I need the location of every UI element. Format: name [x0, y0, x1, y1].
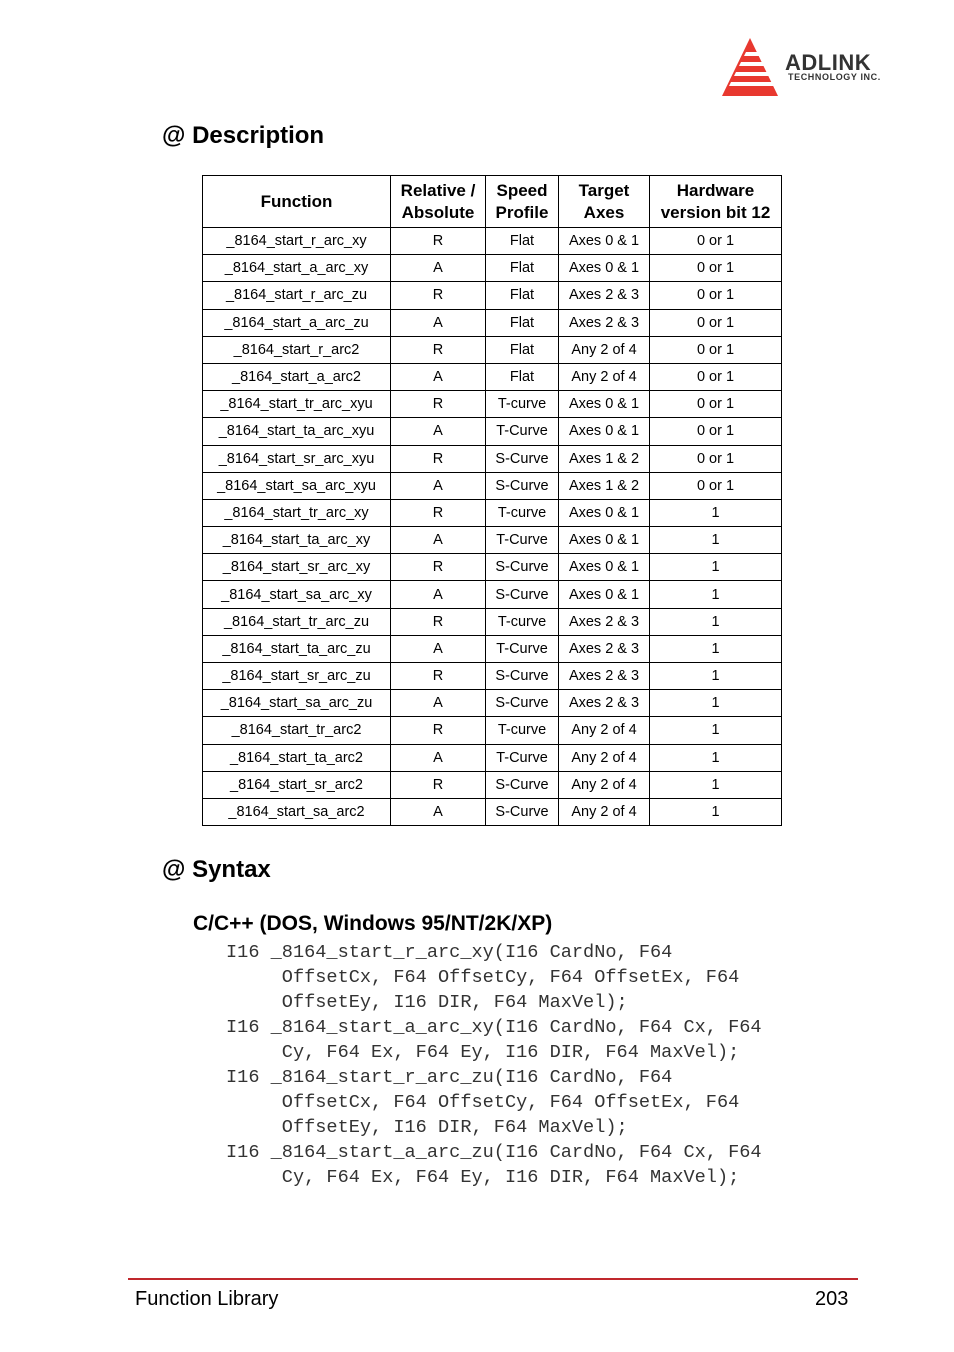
table-cell: T-Curve — [486, 418, 559, 445]
table-body — [203, 228, 782, 826]
table-cell: 1 — [650, 499, 782, 526]
table-cell: _8164_start_tr_arc_zu — [203, 608, 391, 635]
table-row — [203, 255, 782, 282]
table-cell: _8164_start_sa_arc_xy — [203, 581, 391, 608]
table-cell: 1 — [650, 798, 782, 825]
table-cell: R — [391, 336, 486, 363]
table-cell: Axes 1 & 2 — [559, 445, 650, 472]
table-header-cell: Speed Profile — [486, 176, 559, 228]
table-cell: Any 2 of 4 — [559, 798, 650, 825]
table-cell: R — [391, 445, 486, 472]
table-cell: 0 or 1 — [650, 363, 782, 390]
table-cell: A — [391, 581, 486, 608]
table-cell: A — [391, 635, 486, 662]
table-row — [203, 690, 782, 717]
brand-tagline: TECHNOLOGY INC. — [788, 72, 881, 82]
table-cell: 1 — [650, 663, 782, 690]
brand-name: ADLINK — [785, 50, 872, 75]
table-cell: R — [391, 391, 486, 418]
table-row — [203, 608, 782, 635]
footer-divider — [128, 1278, 858, 1280]
table-header-cell: Hardware version bit 12 — [650, 176, 782, 228]
table-cell: S-Curve — [486, 472, 559, 499]
description-heading: @ Description — [162, 122, 325, 149]
table-cell: A — [391, 363, 486, 390]
table-cell: _8164_start_tr_arc_xy — [203, 499, 391, 526]
table-cell: T-Curve — [486, 744, 559, 771]
table-row — [203, 771, 782, 798]
table-cell: A — [391, 744, 486, 771]
table-cell: Flat — [486, 282, 559, 309]
syntax-subheading: C/C++ (DOS, Windows 95/NT/2K/XP) — [193, 912, 553, 935]
table-cell: R — [391, 663, 486, 690]
table-cell: A — [391, 472, 486, 499]
table-cell: _8164_start_sa_arc_xyu — [203, 472, 391, 499]
table-cell: _8164_start_a_arc2 — [203, 363, 391, 390]
table-row — [203, 635, 782, 662]
table-cell: 0 or 1 — [650, 445, 782, 472]
table-cell: _8164_start_sr_arc2 — [203, 771, 391, 798]
table-cell: A — [391, 418, 486, 445]
table-cell: 1 — [650, 744, 782, 771]
table-cell: Any 2 of 4 — [559, 363, 650, 390]
table-cell: Axes 0 & 1 — [559, 255, 650, 282]
table-cell: _8164_start_sa_arc2 — [203, 798, 391, 825]
table-cell: 1 — [650, 717, 782, 744]
table-row — [203, 527, 782, 554]
table-cell: Axes 0 & 1 — [559, 499, 650, 526]
table-cell: Axes 2 & 3 — [559, 282, 650, 309]
table-cell: _8164_start_ta_arc2 — [203, 744, 391, 771]
syntax-heading: @ Syntax — [162, 856, 271, 883]
table-cell: R — [391, 771, 486, 798]
table-cell: Axes 0 & 1 — [559, 228, 650, 255]
table-cell: 1 — [650, 527, 782, 554]
table-cell: _8164_start_r_arc2 — [203, 336, 391, 363]
table-cell: Axes 0 & 1 — [559, 581, 650, 608]
table-cell: _8164_start_a_arc_xy — [203, 255, 391, 282]
table-row — [203, 363, 782, 390]
adlink-triangle-icon — [722, 38, 782, 98]
table-row — [203, 418, 782, 445]
table-row — [203, 309, 782, 336]
table-cell: S-Curve — [486, 445, 559, 472]
table-cell: _8164_start_sr_arc_xy — [203, 554, 391, 581]
table-cell: T-curve — [486, 499, 559, 526]
table-cell: S-Curve — [486, 554, 559, 581]
table-cell: T-curve — [486, 608, 559, 635]
table-row — [203, 445, 782, 472]
table-row — [203, 282, 782, 309]
table-cell: 0 or 1 — [650, 418, 782, 445]
table-cell: _8164_start_a_arc_zu — [203, 309, 391, 336]
table-cell: Axes 2 & 3 — [559, 690, 650, 717]
table-cell: Flat — [486, 336, 559, 363]
table-cell: A — [391, 309, 486, 336]
table-cell: 0 or 1 — [650, 255, 782, 282]
table-cell: 0 or 1 — [650, 391, 782, 418]
table-cell: Axes 1 & 2 — [559, 472, 650, 499]
page-number: 203 — [815, 1288, 849, 1310]
table-cell: S-Curve — [486, 771, 559, 798]
table-cell: R — [391, 717, 486, 744]
table-cell: S-Curve — [486, 798, 559, 825]
table-row — [203, 717, 782, 744]
table-cell: Axes 0 & 1 — [559, 554, 650, 581]
table-cell: Axes 2 & 3 — [559, 608, 650, 635]
table-cell: R — [391, 608, 486, 635]
table-cell: 0 or 1 — [650, 228, 782, 255]
table-cell: Axes 0 & 1 — [559, 527, 650, 554]
table-cell: A — [391, 255, 486, 282]
table-cell: S-Curve — [486, 690, 559, 717]
table-row — [203, 554, 782, 581]
table-row — [203, 744, 782, 771]
table-cell: T-curve — [486, 391, 559, 418]
table-cell: _8164_start_tr_arc2 — [203, 717, 391, 744]
table-cell: T-Curve — [486, 527, 559, 554]
table-cell: Axes 2 & 3 — [559, 309, 650, 336]
table-row — [203, 581, 782, 608]
table-cell: R — [391, 554, 486, 581]
table-cell: Any 2 of 4 — [559, 771, 650, 798]
table-cell: 0 or 1 — [650, 472, 782, 499]
table-cell: A — [391, 527, 486, 554]
table-header-row — [203, 176, 782, 228]
table-cell: Any 2 of 4 — [559, 336, 650, 363]
table-cell: _8164_start_ta_arc_xyu — [203, 418, 391, 445]
table-cell: Axes 0 & 1 — [559, 418, 650, 445]
table-cell: A — [391, 798, 486, 825]
code-block: I16 _8164_start_r_arc_xy(I16 CardNo, F64 OffsetCx, F64 OffsetCy, F64 OffsetEx, F64 OffsetEy, I16 DIR, F64 MaxVel); I16 _8164_start_a_arc_xy(I16 CardNo, F64 Cx, F64 Cy, F64 Ex, F64 Ey, I16 DIR, F64 MaxVel); I16 _8164_start_r_arc_zu(I16 CardNo, F64 OffsetCx, F64 OffsetCy, F64 OffsetEx, F64 OffsetEy, I16 DIR, F64 MaxVel); I16 _8164_start_a_arc_zu(I16 CardNo, F64 Cx, F64 Cy, F64 Ex, F64 Ey, I16 DIR, F64 MaxVel); — [226, 942, 762, 1188]
table-row — [203, 798, 782, 825]
table-cell: 0 or 1 — [650, 336, 782, 363]
table-cell: _8164_start_ta_arc_zu — [203, 635, 391, 662]
table-cell: 1 — [650, 554, 782, 581]
table-cell: Flat — [486, 228, 559, 255]
table-cell: S-Curve — [486, 663, 559, 690]
table-cell: R — [391, 499, 486, 526]
table-cell: Axes 2 & 3 — [559, 663, 650, 690]
table-cell: _8164_start_sa_arc_zu — [203, 690, 391, 717]
table-cell: 1 — [650, 608, 782, 635]
table-header-cell: Target Axes — [559, 176, 650, 228]
table-cell: _8164_start_tr_arc_xyu — [203, 391, 391, 418]
table-cell: R — [391, 228, 486, 255]
function-table — [202, 175, 782, 826]
table-row — [203, 391, 782, 418]
table-cell: A — [391, 690, 486, 717]
footer-section-title: Function Library — [135, 1288, 279, 1310]
table-cell: 0 or 1 — [650, 282, 782, 309]
table-header-cell: Relative / Absolute — [391, 176, 486, 228]
table-cell: Flat — [486, 255, 559, 282]
table-row — [203, 336, 782, 363]
table-cell: T-Curve — [486, 635, 559, 662]
table-header-cell: Function — [203, 176, 391, 228]
table-cell: _8164_start_sr_arc_xyu — [203, 445, 391, 472]
table-cell: 1 — [650, 635, 782, 662]
table-cell: 0 or 1 — [650, 309, 782, 336]
table-cell: Axes 0 & 1 — [559, 391, 650, 418]
table-row — [203, 663, 782, 690]
table-cell: 1 — [650, 771, 782, 798]
table-row — [203, 499, 782, 526]
table-cell: S-Curve — [486, 581, 559, 608]
table-cell: 1 — [650, 690, 782, 717]
table-row — [203, 472, 782, 499]
table-cell: 1 — [650, 581, 782, 608]
table-cell: Flat — [486, 309, 559, 336]
table-cell: _8164_start_r_arc_xy — [203, 228, 391, 255]
table-cell: Any 2 of 4 — [559, 744, 650, 771]
table-cell: _8164_start_r_arc_zu — [203, 282, 391, 309]
table-cell: _8164_start_ta_arc_xy — [203, 527, 391, 554]
table-cell: _8164_start_sr_arc_zu — [203, 663, 391, 690]
table-cell: T-curve — [486, 717, 559, 744]
table-cell: Axes 2 & 3 — [559, 635, 650, 662]
table-cell: R — [391, 282, 486, 309]
table-row — [203, 228, 782, 255]
table-cell: Flat — [486, 363, 559, 390]
table-cell: Any 2 of 4 — [559, 717, 650, 744]
